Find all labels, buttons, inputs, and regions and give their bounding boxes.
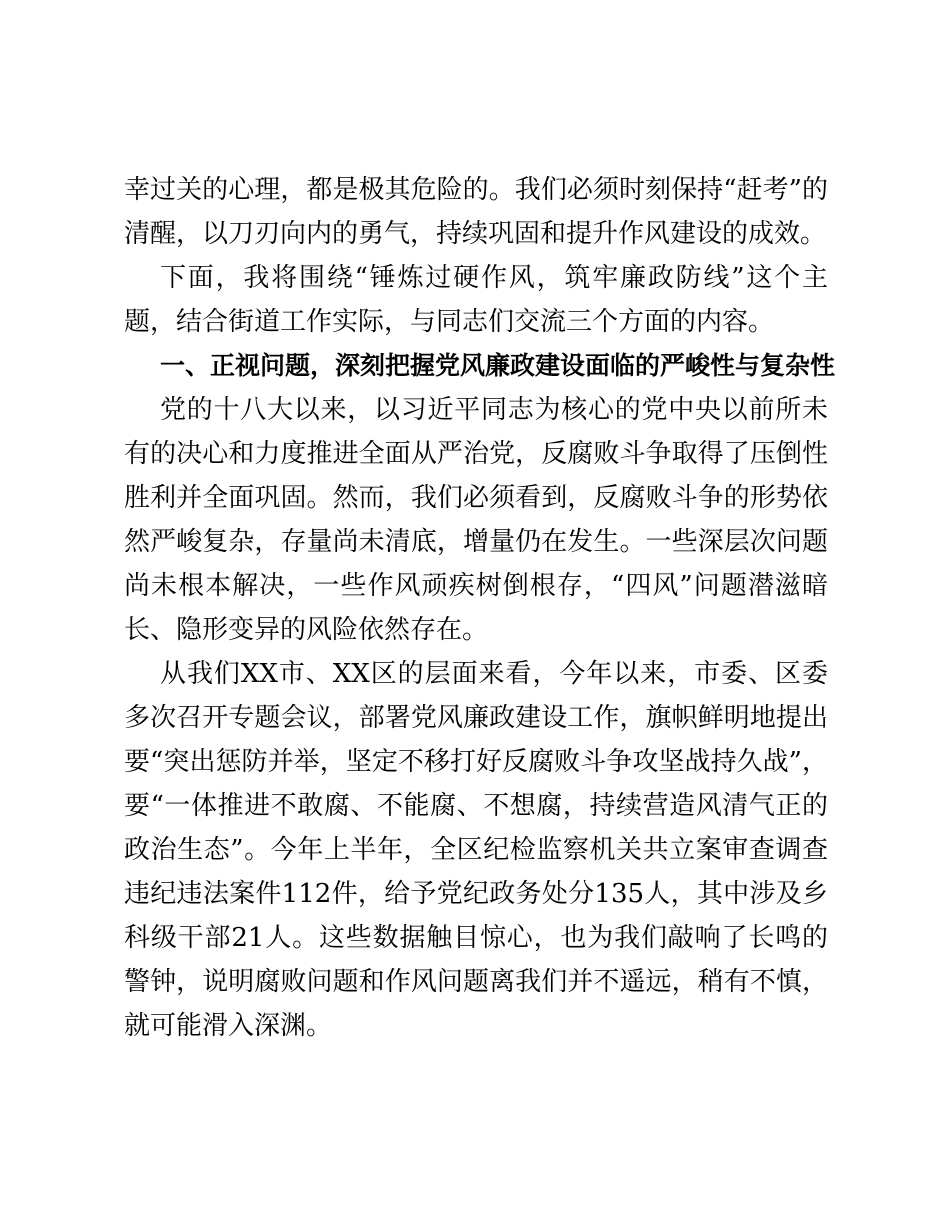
section-heading-1: 一、正视问题，深刻把握党风廉政建设面临的严峻性与复杂性 — [160, 351, 836, 380]
paragraph-continuation: 幸过关的心理，都是极其危险的。我们必须时刻保持“赶考”的清醒，以刀刃向内的勇气，持续巩固和提升作风建设的成效。 — [124, 175, 828, 249]
paragraph-background: 党的十八大以来，以习近平同志为核心的党中央以前所未有的决心和力度推进全面从严治党，反腐败斗争取得了压倒性胜利并全面巩固。然而，我们必须看到，反腐败斗争的形势依然严峻复杂，存量尚未清底，增量仍在发生。一些深层次问题尚未根本解决，一些作风顽疾树倒根存，“四风”问题潜滋暗长、隐形变异的风险依然存在。 — [124, 395, 828, 645]
paragraph-local-situation: 从我们XX市、XX区的层面来看，今年以来，市委、区委多次召开专题会议，部署党风廉政建设工作，旗帜鲜明地提出要“突出惩防并举，坚定不移打好反腐败斗争攻坚战持久战”，要“一体推进不敢腐、不能腐、不想腐，持续营造风清气正的政治生态”。今年上半年，全区纪检监察机关共立案审查调查违纪违法案件112件，给予党纪政务处分135人，其中涉及乡科级干部21人。这些数据触目惊心，也为我们敲响了长鸣的警钟，说明腐败问题和作风问题离我们并不遥远，稍有不慎，就可能滑入深渊。 — [124, 659, 828, 1041]
document-body — [124, 168, 836, 1048]
paragraph-intro: 下面，我将围绕“锤炼过硬作风，筑牢廉政防线”这个主题，结合街道工作实际，与同志们交流三个方面的内容。 — [124, 263, 828, 337]
